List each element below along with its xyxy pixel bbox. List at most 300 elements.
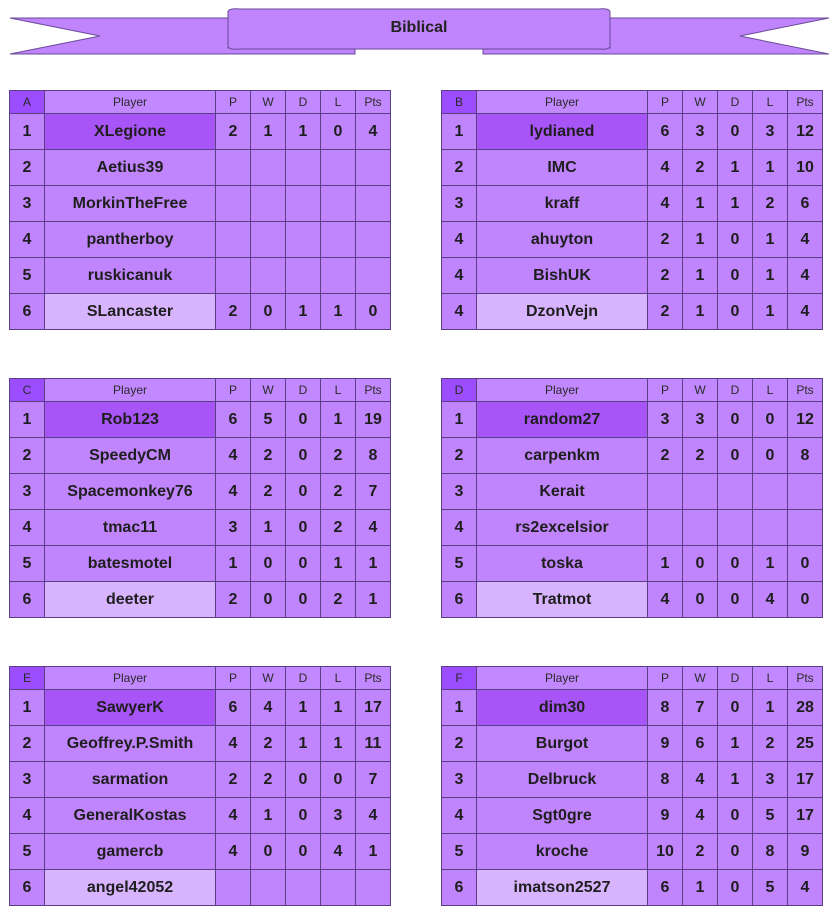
p-cell: 9 <box>648 798 683 834</box>
l-cell: 3 <box>753 114 788 150</box>
w-cell: 2 <box>251 438 286 474</box>
w-cell: 2 <box>683 438 718 474</box>
d-cell: 0 <box>286 474 321 510</box>
w-cell: 1 <box>251 798 286 834</box>
d-cell: 0 <box>286 402 321 438</box>
player-name-cell: tmac11 <box>45 510 216 546</box>
d-cell: 0 <box>286 510 321 546</box>
table-row <box>442 402 823 438</box>
column-header-pts: Pts <box>356 667 391 690</box>
pts-cell: 4 <box>788 294 823 330</box>
table-row <box>442 474 823 510</box>
l-cell: 4 <box>753 582 788 618</box>
column-header-player: Player <box>477 379 648 402</box>
w-cell <box>683 510 718 546</box>
rank-cell: 1 <box>442 114 477 150</box>
d-cell: 0 <box>286 798 321 834</box>
w-cell: 0 <box>251 582 286 618</box>
table-row <box>10 762 391 798</box>
p-cell: 2 <box>648 294 683 330</box>
pts-cell: 4 <box>356 798 391 834</box>
w-cell: 2 <box>251 726 286 762</box>
d-cell: 0 <box>718 294 753 330</box>
d-cell: 1 <box>286 726 321 762</box>
player-name-cell: XLegione <box>45 114 216 150</box>
table-row <box>10 402 391 438</box>
player-name-cell: DzonVejn <box>477 294 648 330</box>
l-cell: 2 <box>321 438 356 474</box>
l-cell: 1 <box>321 546 356 582</box>
l-cell: 3 <box>753 762 788 798</box>
table-row <box>442 582 823 618</box>
player-name-cell: Burgot <box>477 726 648 762</box>
player-name-cell: rs2excelsior <box>477 510 648 546</box>
l-cell: 1 <box>321 294 356 330</box>
standings-table <box>441 666 823 906</box>
table-row <box>10 114 391 150</box>
w-cell <box>251 870 286 906</box>
p-cell: 2 <box>216 582 251 618</box>
w-cell: 6 <box>683 726 718 762</box>
table-row <box>442 726 823 762</box>
player-name-cell: batesmotel <box>45 546 216 582</box>
p-cell: 2 <box>216 294 251 330</box>
column-header-player: Player <box>477 91 648 114</box>
standings-table <box>9 666 391 906</box>
table-row <box>10 294 391 330</box>
w-cell: 0 <box>251 834 286 870</box>
rank-cell: 1 <box>442 402 477 438</box>
l-cell <box>321 150 356 186</box>
d-cell <box>286 186 321 222</box>
player-name-cell: BishUK <box>477 258 648 294</box>
table-row <box>10 186 391 222</box>
pts-cell <box>356 222 391 258</box>
pts-cell <box>356 150 391 186</box>
d-cell: 1 <box>286 690 321 726</box>
rank-cell: 1 <box>442 690 477 726</box>
player-name-cell: ruskicanuk <box>45 258 216 294</box>
table-row <box>442 294 823 330</box>
pts-cell: 12 <box>788 114 823 150</box>
table-row <box>442 870 823 906</box>
pts-cell: 0 <box>788 582 823 618</box>
group-letter: A <box>10 91 45 114</box>
pts-cell: 7 <box>356 474 391 510</box>
p-cell: 4 <box>216 834 251 870</box>
column-header-pts: Pts <box>356 91 391 114</box>
p-cell: 3 <box>216 510 251 546</box>
rank-cell: 1 <box>10 690 45 726</box>
pts-cell: 25 <box>788 726 823 762</box>
l-cell: 1 <box>753 222 788 258</box>
w-cell: 0 <box>683 546 718 582</box>
pts-cell: 4 <box>356 114 391 150</box>
table-row <box>10 690 391 726</box>
w-cell: 0 <box>251 546 286 582</box>
p-cell: 6 <box>648 114 683 150</box>
w-cell: 1 <box>683 222 718 258</box>
column-header-pts: Pts <box>788 379 823 402</box>
rank-cell: 4 <box>10 222 45 258</box>
p-cell: 3 <box>648 402 683 438</box>
player-name-cell: SpeedyCM <box>45 438 216 474</box>
p-cell: 4 <box>216 798 251 834</box>
p-cell: 6 <box>648 870 683 906</box>
pts-cell <box>788 474 823 510</box>
pts-cell: 0 <box>356 294 391 330</box>
d-cell: 0 <box>286 438 321 474</box>
d-cell: 1 <box>286 294 321 330</box>
column-header-d: D <box>718 91 753 114</box>
d-cell <box>286 150 321 186</box>
p-cell: 6 <box>216 402 251 438</box>
l-cell: 1 <box>321 690 356 726</box>
rank-cell: 6 <box>10 582 45 618</box>
header-row <box>442 667 823 690</box>
p-cell <box>216 870 251 906</box>
l-cell: 2 <box>321 510 356 546</box>
player-name-cell: lydianed <box>477 114 648 150</box>
player-name-cell: imatson2527 <box>477 870 648 906</box>
w-cell: 1 <box>251 510 286 546</box>
table-row <box>10 582 391 618</box>
w-cell: 1 <box>683 186 718 222</box>
w-cell: 2 <box>683 150 718 186</box>
p-cell: 6 <box>216 690 251 726</box>
column-header-p: P <box>216 91 251 114</box>
standings-table <box>9 90 391 330</box>
w-cell: 2 <box>683 834 718 870</box>
column-header-l: L <box>753 91 788 114</box>
l-cell: 2 <box>321 582 356 618</box>
l-cell: 1 <box>753 546 788 582</box>
pts-cell: 17 <box>788 798 823 834</box>
player-name-cell: deeter <box>45 582 216 618</box>
w-cell <box>251 150 286 186</box>
p-cell: 9 <box>648 726 683 762</box>
rank-cell: 2 <box>442 726 477 762</box>
table-row <box>442 258 823 294</box>
w-cell: 1 <box>683 870 718 906</box>
column-header-l: L <box>321 379 356 402</box>
l-cell: 1 <box>753 258 788 294</box>
rank-cell: 6 <box>10 870 45 906</box>
player-name-cell: dim30 <box>477 690 648 726</box>
column-header-d: D <box>286 91 321 114</box>
rank-cell: 4 <box>442 510 477 546</box>
player-name-cell: gamercb <box>45 834 216 870</box>
rank-cell: 1 <box>10 402 45 438</box>
rank-cell: 2 <box>442 438 477 474</box>
d-cell: 0 <box>718 690 753 726</box>
group-e-table <box>9 666 391 906</box>
column-header-p: P <box>648 667 683 690</box>
table-row <box>442 834 823 870</box>
player-name-cell: Delbruck <box>477 762 648 798</box>
pts-cell: 4 <box>356 510 391 546</box>
w-cell: 7 <box>683 690 718 726</box>
pts-cell: 12 <box>788 402 823 438</box>
w-cell <box>683 474 718 510</box>
pts-cell: 4 <box>788 870 823 906</box>
column-header-l: L <box>753 667 788 690</box>
w-cell: 1 <box>683 294 718 330</box>
pts-cell: 1 <box>356 546 391 582</box>
rank-cell: 2 <box>10 726 45 762</box>
table-row <box>10 834 391 870</box>
pts-cell <box>356 258 391 294</box>
column-header-p: P <box>216 379 251 402</box>
pts-cell: 1 <box>356 582 391 618</box>
l-cell: 1 <box>321 402 356 438</box>
player-name-cell: SLancaster <box>45 294 216 330</box>
rank-cell: 6 <box>442 582 477 618</box>
header-row <box>10 379 391 402</box>
standings-table <box>9 378 391 618</box>
table-row <box>10 258 391 294</box>
player-name-cell: SawyerK <box>45 690 216 726</box>
l-cell: 3 <box>321 798 356 834</box>
l-cell <box>753 474 788 510</box>
group-letter: C <box>10 379 45 402</box>
rank-cell: 5 <box>442 546 477 582</box>
pts-cell: 8 <box>356 438 391 474</box>
column-header-pts: Pts <box>788 667 823 690</box>
l-cell: 2 <box>321 474 356 510</box>
l-cell: 1 <box>753 150 788 186</box>
player-name-cell: GeneralKostas <box>45 798 216 834</box>
rank-cell: 5 <box>10 258 45 294</box>
rank-cell: 6 <box>442 870 477 906</box>
d-cell: 0 <box>718 582 753 618</box>
column-header-l: L <box>753 379 788 402</box>
player-name-cell: Rob123 <box>45 402 216 438</box>
standings-table <box>441 90 823 330</box>
table-row <box>10 150 391 186</box>
w-cell: 1 <box>251 114 286 150</box>
table-row <box>442 150 823 186</box>
l-cell: 8 <box>753 834 788 870</box>
group-b-table <box>441 90 823 330</box>
rank-cell: 4 <box>442 294 477 330</box>
p-cell: 8 <box>648 762 683 798</box>
w-cell <box>251 186 286 222</box>
pts-cell: 4 <box>788 222 823 258</box>
table-row <box>10 438 391 474</box>
rank-cell: 2 <box>10 150 45 186</box>
pts-cell: 28 <box>788 690 823 726</box>
p-cell: 2 <box>648 258 683 294</box>
column-header-p: P <box>648 379 683 402</box>
player-name-cell: angel42052 <box>45 870 216 906</box>
column-header-d: D <box>286 379 321 402</box>
table-row <box>442 114 823 150</box>
p-cell: 4 <box>216 474 251 510</box>
column-header-player: Player <box>45 91 216 114</box>
rank-cell: 6 <box>10 294 45 330</box>
table-row <box>10 222 391 258</box>
player-name-cell: sarmation <box>45 762 216 798</box>
column-header-l: L <box>321 91 356 114</box>
group-d-table <box>441 378 823 618</box>
d-cell: 0 <box>286 834 321 870</box>
table-row <box>442 186 823 222</box>
l-cell: 4 <box>321 834 356 870</box>
d-cell: 1 <box>718 726 753 762</box>
rank-cell: 5 <box>10 834 45 870</box>
p-cell: 4 <box>216 438 251 474</box>
p-cell: 2 <box>648 438 683 474</box>
pts-cell: 0 <box>788 546 823 582</box>
player-name-cell: kraff <box>477 186 648 222</box>
p-cell <box>648 510 683 546</box>
pts-cell: 17 <box>356 690 391 726</box>
column-header-pts: Pts <box>788 91 823 114</box>
d-cell: 0 <box>718 402 753 438</box>
l-cell <box>321 870 356 906</box>
l-cell: 1 <box>753 294 788 330</box>
table-row <box>442 762 823 798</box>
column-header-w: W <box>683 667 718 690</box>
l-cell: 1 <box>321 726 356 762</box>
w-cell: 2 <box>251 762 286 798</box>
pts-cell: 10 <box>788 150 823 186</box>
d-cell <box>286 258 321 294</box>
group-c-table <box>9 378 391 618</box>
d-cell: 0 <box>718 546 753 582</box>
p-cell: 4 <box>648 582 683 618</box>
table-row <box>10 474 391 510</box>
w-cell: 3 <box>683 402 718 438</box>
table-row <box>442 798 823 834</box>
p-cell: 8 <box>648 690 683 726</box>
group-f-table <box>441 666 823 906</box>
d-cell: 1 <box>718 150 753 186</box>
w-cell: 0 <box>251 294 286 330</box>
player-name-cell: pantherboy <box>45 222 216 258</box>
l-cell: 0 <box>321 762 356 798</box>
column-header-player: Player <box>45 667 216 690</box>
rank-cell: 4 <box>10 798 45 834</box>
d-cell: 0 <box>718 438 753 474</box>
p-cell <box>648 474 683 510</box>
d-cell: 0 <box>286 582 321 618</box>
column-header-d: D <box>718 667 753 690</box>
rank-cell: 3 <box>10 762 45 798</box>
rank-cell: 2 <box>442 150 477 186</box>
player-name-cell: random27 <box>477 402 648 438</box>
l-cell <box>321 222 356 258</box>
d-cell: 0 <box>718 114 753 150</box>
group-letter: D <box>442 379 477 402</box>
p-cell <box>216 222 251 258</box>
p-cell: 1 <box>216 546 251 582</box>
group-letter: B <box>442 91 477 114</box>
p-cell <box>216 186 251 222</box>
pts-cell: 9 <box>788 834 823 870</box>
player-name-cell: Spacemonkey76 <box>45 474 216 510</box>
group-letter: E <box>10 667 45 690</box>
header-row <box>10 91 391 114</box>
header-row <box>442 91 823 114</box>
group-a-table <box>9 90 391 330</box>
pts-cell: 17 <box>788 762 823 798</box>
player-name-cell: Geoffrey.P.Smith <box>45 726 216 762</box>
l-cell <box>321 186 356 222</box>
p-cell: 4 <box>648 150 683 186</box>
w-cell: 1 <box>683 258 718 294</box>
d-cell <box>286 870 321 906</box>
rank-cell: 3 <box>10 186 45 222</box>
w-cell: 4 <box>683 798 718 834</box>
player-name-cell: toska <box>477 546 648 582</box>
pts-cell: 4 <box>788 258 823 294</box>
player-name-cell: ahuyton <box>477 222 648 258</box>
w-cell: 2 <box>251 474 286 510</box>
l-cell <box>321 258 356 294</box>
player-name-cell: carpenkm <box>477 438 648 474</box>
table-row <box>442 222 823 258</box>
pts-cell: 1 <box>356 834 391 870</box>
table-row <box>10 870 391 906</box>
w-cell <box>251 222 286 258</box>
pts-cell <box>356 186 391 222</box>
rank-cell: 4 <box>442 798 477 834</box>
column-header-w: W <box>683 379 718 402</box>
l-cell: 2 <box>753 186 788 222</box>
player-name-cell: IMC <box>477 150 648 186</box>
table-row <box>10 726 391 762</box>
rank-cell: 3 <box>442 762 477 798</box>
w-cell: 0 <box>683 582 718 618</box>
rank-cell: 5 <box>442 834 477 870</box>
rank-cell: 1 <box>10 114 45 150</box>
w-cell: 4 <box>683 762 718 798</box>
rank-cell: 4 <box>10 510 45 546</box>
w-cell: 3 <box>683 114 718 150</box>
pts-cell <box>356 870 391 906</box>
column-header-w: W <box>683 91 718 114</box>
table-row <box>10 546 391 582</box>
pts-cell: 6 <box>788 186 823 222</box>
p-cell: 2 <box>216 762 251 798</box>
d-cell: 0 <box>286 762 321 798</box>
l-cell: 0 <box>753 402 788 438</box>
l-cell: 5 <box>753 798 788 834</box>
column-header-pts: Pts <box>356 379 391 402</box>
d-cell: 0 <box>718 870 753 906</box>
pts-cell: 7 <box>356 762 391 798</box>
p-cell: 2 <box>216 114 251 150</box>
rank-cell: 4 <box>442 222 477 258</box>
l-cell: 2 <box>753 726 788 762</box>
column-header-d: D <box>286 667 321 690</box>
standings-table <box>441 378 823 618</box>
d-cell: 0 <box>718 834 753 870</box>
d-cell: 0 <box>718 258 753 294</box>
player-name-cell: MorkinTheFree <box>45 186 216 222</box>
d-cell <box>718 510 753 546</box>
pts-cell <box>788 510 823 546</box>
pts-cell: 8 <box>788 438 823 474</box>
p-cell <box>216 150 251 186</box>
p-cell: 4 <box>216 726 251 762</box>
d-cell: 1 <box>718 186 753 222</box>
column-header-w: W <box>251 379 286 402</box>
w-cell <box>251 258 286 294</box>
w-cell: 5 <box>251 402 286 438</box>
